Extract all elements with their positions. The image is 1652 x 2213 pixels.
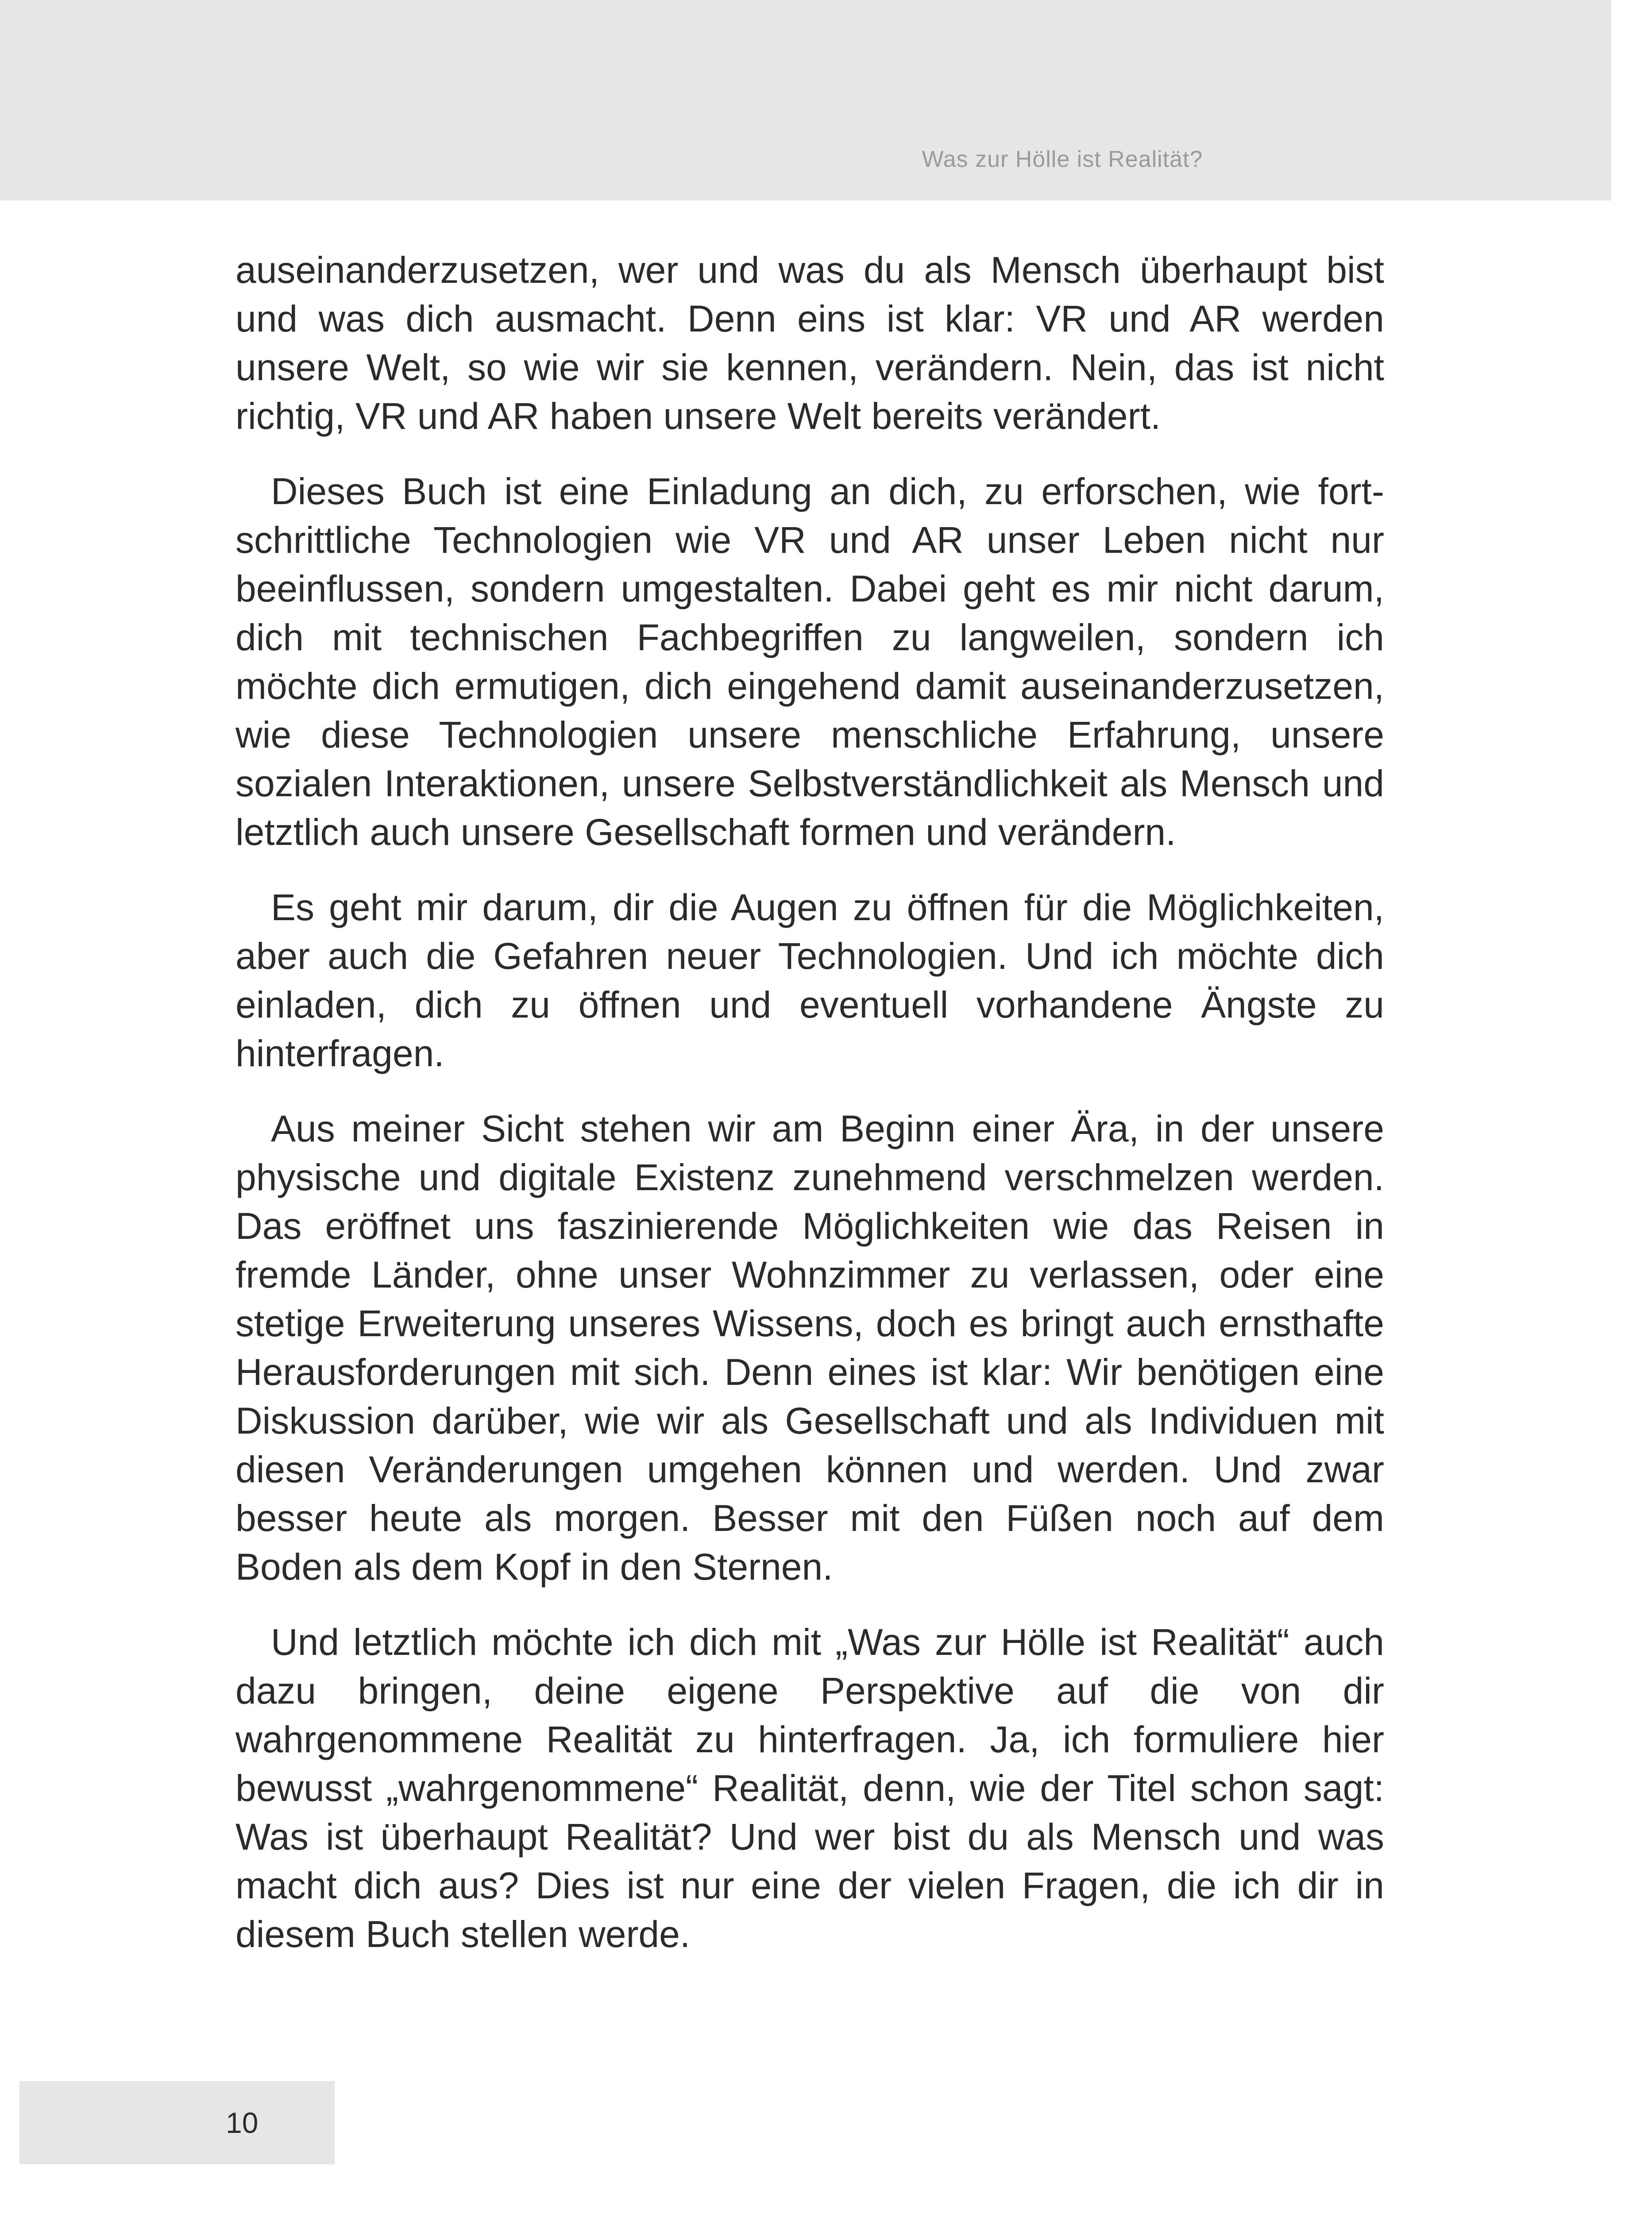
- paragraph: Aus meiner Sicht stehen wir am Beginn einer Ära, in der unsere physische und digitale Existenz zunehmend verschmelzen werden. Das eröffnet uns faszinierende Möglichkeiten wie das Reisen in fremde Länder, ohne unser Wohnzimmer zu verlassen, oder eine stetige Erweiterung unseres Wissens, doch es bringt auch ernsthafte Herausforderungen mit sich. Denn eines ist klar: Wir benötigen eine Diskussion darüber, wie wir als Gesellschaft und als Individuen mit diesen Veränderungen umgehen können und werden. Und zwar besser heute als morgen. Besser mit den Füßen noch auf dem Boden als dem Kopf in den Sternen.: [235, 1108, 1384, 1588]
- body-text: [235, 246, 1384, 1985]
- paragraph: Dieses Buch ist eine Einladung an dich, zu erforschen, wie fortschrittliche Technologien wie VR und AR unser Leben nicht nur beeinflussen, sondern umgestalten. Dabei geht es mir nicht darum, dich mit technischen Fachbegriffen zu langweilen, sondern ich möchte dich ermutigen, dich eingehend damit auseinanderzusetzen, wie diese Technologien unsere menschliche Erfahrung, unsere sozialen Interaktionen, unsere Selbstverständlichkeit als Mensch und letztlich auch unsere Gesellschaft formen und verändern.: [235, 470, 1384, 853]
- paragraph: Und letztlich möchte ich dich mit „Was zur Hölle ist Realität“ auch dazu bringen, deine eigene Perspektive auf die von dir wahrgenommene Realität zu hinterfragen. Ja, ich formuliere hier bewusst „wahrgenommene“ Realität, denn, wie der Titel schon sagt: Was ist überhaupt Realität? Und wer bist du als Mensch und was macht dich aus? Dies ist nur eine der vielen Fragen, die ich dir in diesem Buch stellen werde.: [235, 1621, 1384, 1955]
- paragraph: auseinanderzusetzen, wer und was du als Mensch überhaupt bist und was dich ausmacht. Denn eins ist klar: VR und AR werden unsere Welt, so wie wir sie kennen, verändern. Nein, das ist nicht richtig, VR und AR haben unsere Welt bereits verändert.: [235, 249, 1384, 437]
- footer-band: [19, 2081, 335, 2164]
- page-number: 10: [226, 2106, 259, 2139]
- paragraph: Es geht mir darum, dir die Augen zu öffnen für die Möglichkeiten, aber auch die Gefahren neuer Technologien. Und ich möchte dich einladen, dich zu öffnen und eventuell vorhandene Ängste zu hinterfragen.: [235, 887, 1384, 1074]
- running-title: Was zur Hölle ist Realität?: [922, 147, 1203, 172]
